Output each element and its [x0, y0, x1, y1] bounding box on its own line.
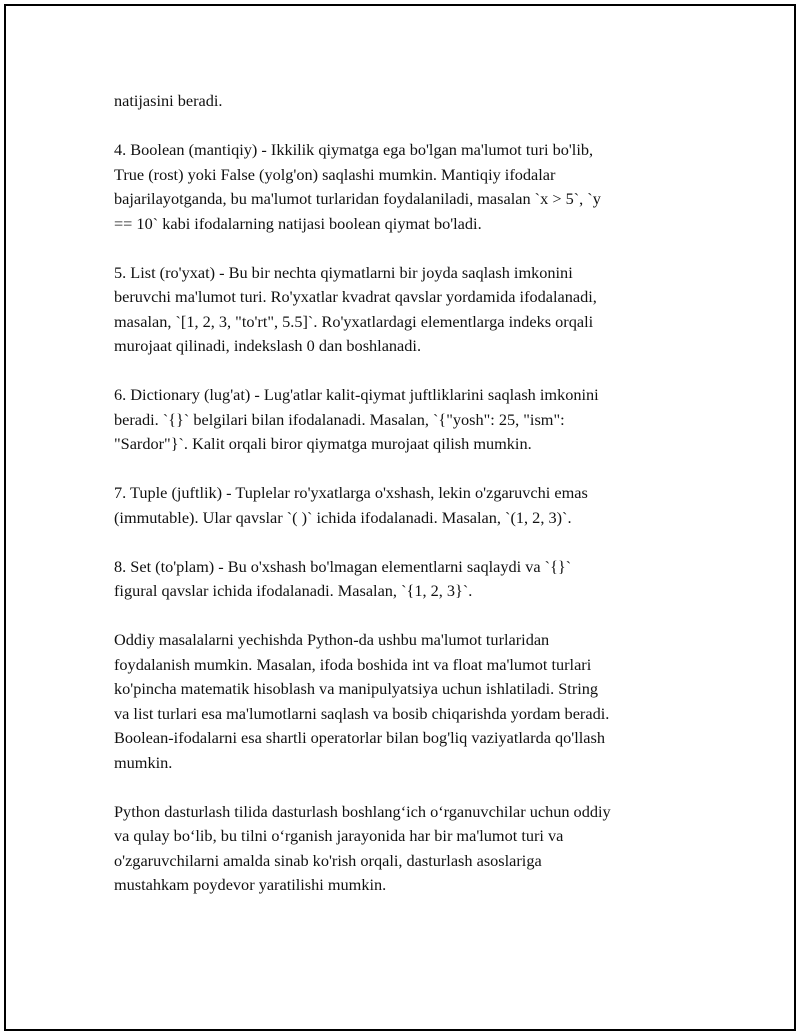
document-body [114, 89, 680, 922]
paragraph-conclusion: Python dasturlash tilida dasturlash boshlang‘ich o‘rganuvchilar uchun oddiy va qulay bo‘lib, bu tilni o‘rganish jarayonida har bir ma'lumot turi va o'zgaruvchilarni amalda sinab ko'rish orqali, dasturlash asoslariga mustahkam poydevor yaratilishi mumkin. [114, 801, 611, 894]
paragraph-dictionary: 6. Dictionary (lug'at) - Lug'atlar kalit-qiymat juftliklarini saqlash imkonini beradi. `{}` belgilari bilan ifodalanadi. Masalan, `{"yosh": 25, "ism": "Sardor"}`. Kalit orqali biror qiymatga murojaat qilish mumkin. [114, 385, 599, 453]
paragraph-boolean: 4. Boolean (mantiqiy) - Ikkilik qiymatga ega bo'lgan ma'lumot turi bo'lib, True (rost) yoki False (yolg'on) saqlashi mumkin. Mantiqiy ifodalar bajarilayotganda, bu ma'lumot turlaridan foydalaniladi, masalan `x > 5`, `y == 10` kabi ifodalarning natijasi boolean qiymat bo'ladi. [114, 140, 601, 233]
paragraph-list: 5. List (ro'yxat) - Bu bir nechta qiymatlarni bir joyda saqlash imkonini beruvchi ma'lumot turi. Ro'yxatlar kvadrat qavslar yordamida ifodalanadi, masalan, `[1, 2, 3, "to'rt", 5.5]`. Ro'yxatlardagi elementlarga indeks orqali murojaat qilinadi, indekslash 0 dan boshlanadi. [114, 262, 597, 355]
paragraph-usage: Oddiy masalalarni yechishda Python-da ushbu ma'lumot turlaridan foydalanish mumkin. Masalan, ifoda boshida int va float ma'lumot turlari ko'pincha matematik hisoblash va manipulyatsiya uchun ishlatiladi. String va list turlari esa ma'lumotlarni saqlash va bosib chiqarishda yordam beradi. Boolean-ifodalarni esa shartli operatorlar bilan bog'liq vaziyatlarda qo'llash mumkin. [114, 630, 610, 772]
paragraph-set: 8. Set (to'plam) - Bu o'xshash bo'lmagan elementlarni saqlaydi va `{}` figural qavslar ichida ifodalanadi. Masalan, `{1, 2, 3}`. [114, 556, 572, 600]
paragraph-continuation: natijasini beradi. [114, 91, 223, 110]
paragraph-tuple: 7. Tuple (juftlik) - Tuplelar ro'yxatlarga o'xshash, lekin o'zgaruvchi emas (immutable). Ular qavslar `( )` ichida ifodalanadi. Masalan, `(1, 2, 3)`. [114, 483, 588, 527]
